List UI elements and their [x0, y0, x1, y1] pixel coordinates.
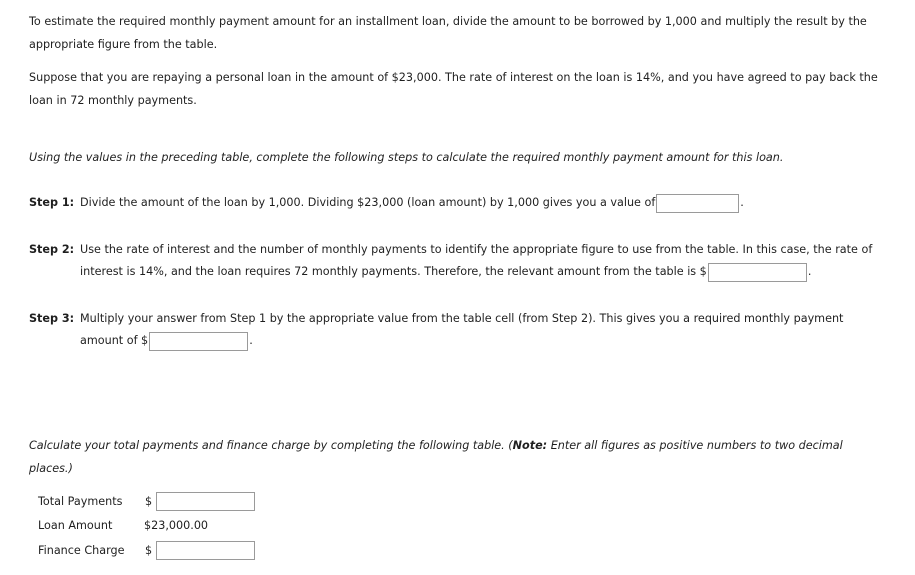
step-1-text: Divide the amount of the loan by 1,000. Dividing $23,000 (loan amount) by 1,000 gives you a value of [80, 196, 656, 209]
step-2-label: Step 2: [29, 243, 75, 256]
step-2-text: Use the rate of interest and the number of monthly payments to identify the appropriate figure to use from the table. In this case, the rate of interest is 14%, and the loan requires 72 monthly payments. Therefore, the relevant amount from the table is $ [80, 243, 873, 278]
step-3-body [80, 308, 889, 352]
total-payments-input[interactable] [156, 492, 255, 511]
loan-amount-value: $23,000.00 [144, 519, 209, 532]
step-2-input[interactable] [708, 263, 807, 282]
step-3-label: Step 3: [29, 312, 75, 325]
step-3-suffix: . [249, 334, 253, 347]
finance-charge-label: Finance Charge [38, 544, 125, 557]
intro-paragraph-1: To estimate the required monthly payment amount for an installment loan, divide the amount to be borrowed by 1,000 and multiply the result by the appropriate figure from the table. [29, 15, 867, 51]
calc-instruction-after: Enter all figures as positive numbers to two decimal places.) [29, 439, 843, 475]
finance-charge-currency: $ [145, 544, 153, 557]
step-2-body [80, 239, 889, 283]
step-1-input[interactable] [656, 194, 739, 213]
calc-instruction-before: Calculate your total payments and finance charge by completing the following table. ( [29, 439, 513, 452]
instruction-text: Using the values in the preceding table, complete the following steps to calculate the required monthly payment amount for this loan. [29, 151, 784, 164]
loan-amount-label: Loan Amount [38, 519, 113, 532]
step-1-suffix: . [740, 196, 744, 209]
step-1-body [80, 192, 889, 214]
step-3-text: Multiply your answer from Step 1 by the appropriate value from the table cell (from Step 2). This gives you a required monthly payment amount of $ [80, 312, 844, 347]
step-1-label: Step 1: [29, 196, 75, 209]
step-2-suffix: . [807, 265, 812, 278]
calc-instruction [29, 434, 889, 480]
total-payments-label: Total Payments [38, 495, 123, 508]
note-label: Note: [512, 439, 548, 452]
finance-charge-input[interactable] [156, 541, 255, 560]
total-payments-currency: $ [145, 495, 153, 508]
intro-paragraph-2: Suppose that you are repaying a personal loan in the amount of $23,000. The rate of interest on the loan is 14%, and you have agreed to pay back the loan in 72 monthly payments. [29, 71, 878, 107]
step-3-input[interactable] [149, 332, 248, 351]
